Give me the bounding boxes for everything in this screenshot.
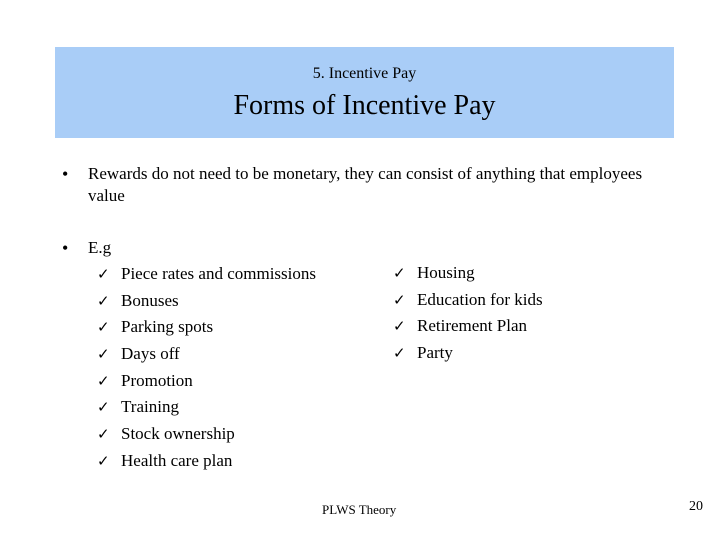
list-item (393, 342, 623, 369)
checkmark-icon: ✓ (97, 398, 110, 417)
page-number: 20 (689, 499, 703, 514)
checkmark-icon: ✓ (393, 317, 406, 336)
slide-title: Forms of Incentive Pay (233, 90, 496, 121)
checkmark-icon: ✓ (97, 291, 110, 310)
bullet-text: Rewards do not need to be monetary, they can consist of anything that employees value (88, 164, 643, 205)
slide-subtitle: 5. Incentive Pay (312, 65, 417, 82)
checkmark-icon: ✓ (97, 318, 110, 337)
list-item (97, 290, 367, 317)
list-item (97, 316, 367, 343)
list-item (393, 262, 623, 289)
checkmark-icon: ✓ (97, 451, 110, 470)
left-check-list (97, 263, 367, 477)
checkmark-icon: ✓ (97, 425, 110, 444)
list-item-label: Retirement Plan (417, 316, 528, 336)
bullet-icon: • (62, 238, 69, 258)
list-item (97, 343, 367, 370)
list-item-label: Training (121, 397, 179, 417)
list-item (97, 263, 367, 290)
list-item-label: Education for kids (417, 289, 543, 309)
list-item-label: Health care plan (121, 450, 233, 470)
list-item (97, 450, 367, 477)
checkmark-icon: ✓ (97, 265, 110, 283)
title-banner (55, 47, 674, 138)
list-item (393, 289, 623, 316)
right-check-list (393, 262, 623, 369)
footer-text: PLWS Theory (322, 502, 397, 517)
list-item-label: Stock ownership (121, 424, 235, 444)
list-item (393, 315, 623, 342)
list-item (97, 396, 367, 423)
list-item-label: Bonuses (121, 290, 179, 310)
checkmark-icon: ✓ (393, 344, 406, 363)
list-item-label: Parking spots (121, 317, 214, 337)
list-item-label: Housing (417, 263, 475, 282)
list-item (97, 370, 367, 397)
bullet-icon: • (62, 164, 69, 184)
list-item-label: Piece rates and commissions (121, 264, 316, 283)
bullet-item-rewards (62, 163, 682, 209)
list-item (97, 423, 367, 450)
checkmark-icon: ✓ (393, 290, 406, 309)
checkmark-icon: ✓ (97, 345, 110, 364)
list-item-label: Promotion (121, 370, 193, 390)
list-item-label: Party (417, 343, 453, 363)
list-item-label: Days off (121, 344, 180, 364)
checkmark-icon: ✓ (97, 371, 110, 390)
bullet-item-eg (62, 237, 262, 259)
checkmark-icon: ✓ (393, 264, 406, 282)
bullet-text: E.g (88, 238, 112, 257)
